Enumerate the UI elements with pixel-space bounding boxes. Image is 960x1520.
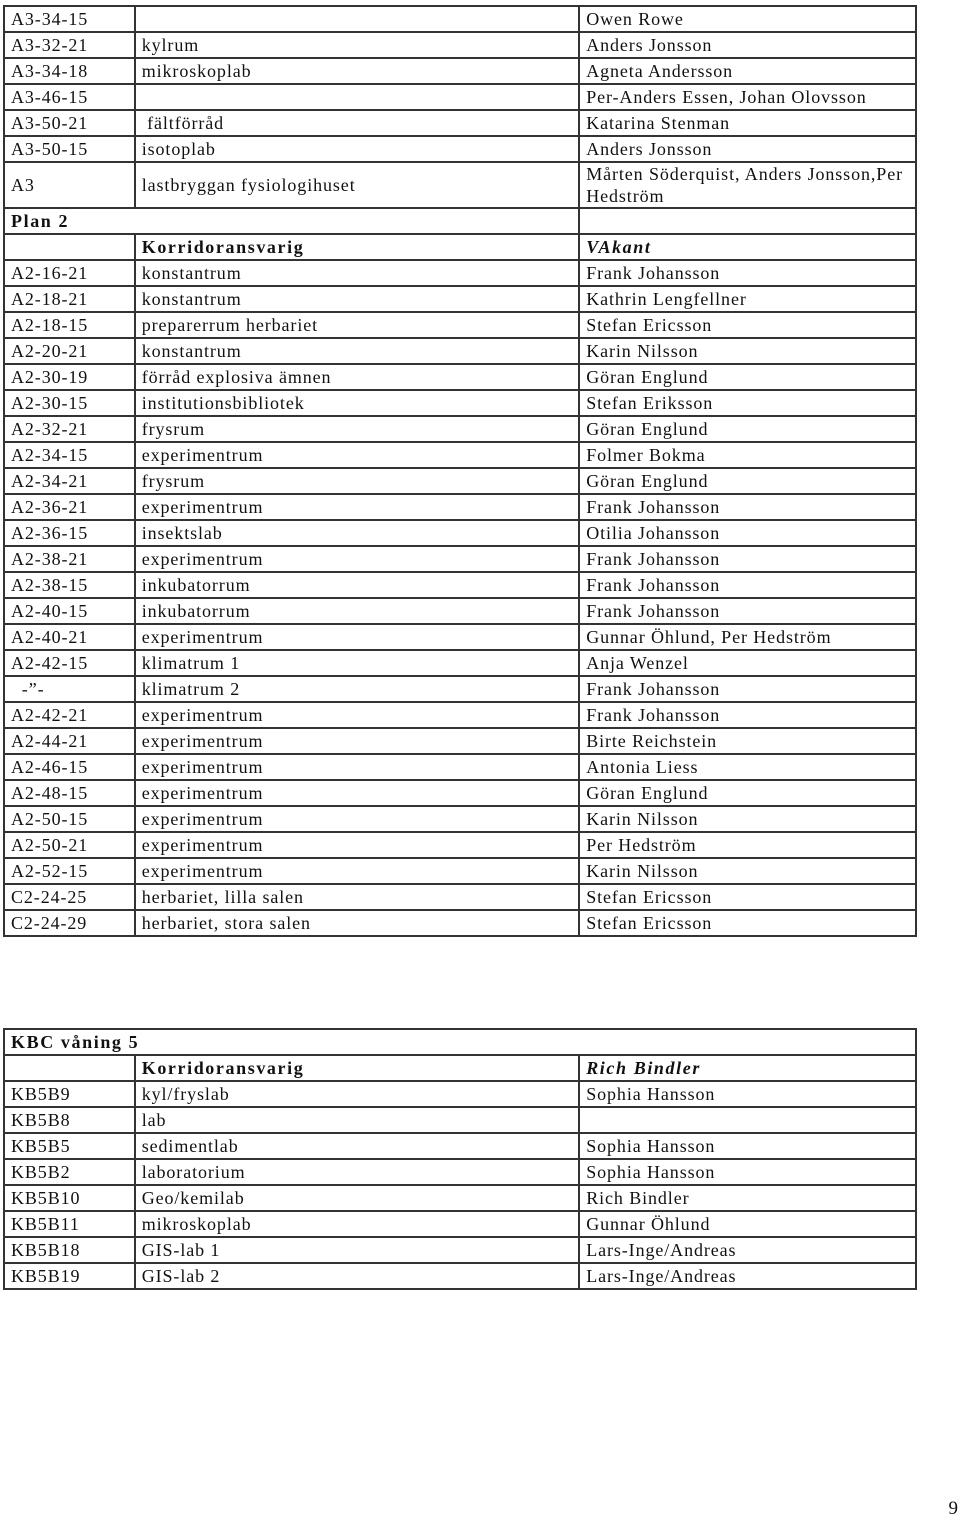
table-row [4,416,916,442]
table-body-plan-3 [4,6,916,208]
kbc-rows [4,1081,916,1289]
description-cell: experimentrum [135,832,579,858]
description-cell: inkubatorrum [135,598,579,624]
kbc-corridor-label: Korridoransvarig [135,1055,579,1081]
plan-row [4,208,916,234]
room-cell: -”- [4,676,135,702]
table-row [4,162,916,208]
responsible-person-cell: Göran Englund [579,416,916,442]
description-cell: konstantrum [135,260,579,286]
room-cell: KB5B18 [4,1237,135,1263]
responsible-person-cell: Stefan Ericsson [579,884,916,910]
responsible-person-cell: Katarina Stenman [579,110,916,136]
room-cell: KB5B8 [4,1107,135,1133]
room-cell: KB5B2 [4,1159,135,1185]
kbc-header [4,1029,916,1081]
responsible-person-cell: Göran Englund [579,780,916,806]
description-cell: experimentrum [135,546,579,572]
kbc-corridor-empty-cell [4,1055,135,1081]
description-cell: GIS-lab 2 [135,1263,579,1289]
responsible-person-cell: Frank Johansson [579,260,916,286]
kbc-corridor-person: Rich Bindler [579,1055,916,1081]
room-cell: A2-42-15 [4,650,135,676]
table-row [4,910,916,936]
room-cell: A2-20-21 [4,338,135,364]
responsible-person-cell: Owen Rowe [579,6,916,32]
room-cell: A2-18-21 [4,286,135,312]
room-cell: A2-50-21 [4,832,135,858]
room-responsibility-table [3,5,917,937]
responsible-person-cell: Sophia Hansson [579,1081,916,1107]
description-cell: förråd explosiva ämnen [135,364,579,390]
responsible-person-cell: Sophia Hansson [579,1133,916,1159]
table-row [4,468,916,494]
table-row [4,1133,916,1159]
description-cell: klimatrum 1 [135,650,579,676]
room-cell: A3-34-18 [4,58,135,84]
description-cell: experimentrum [135,728,579,754]
description-cell [135,84,579,110]
table-row [4,1081,916,1107]
responsible-person-cell: Stefan Ericsson [579,312,916,338]
room-cell: C2-24-29 [4,910,135,936]
description-cell: experimentrum [135,754,579,780]
responsible-person-cell: Anders Jonsson [579,136,916,162]
responsible-person-cell: Göran Englund [579,468,916,494]
room-cell: A2-44-21 [4,728,135,754]
room-cell: C2-24-25 [4,884,135,910]
room-cell: A2-52-15 [4,858,135,884]
room-cell: A2-48-15 [4,780,135,806]
kbc-title-row [4,1029,916,1055]
table-row [4,1185,916,1211]
room-cell: A3-46-15 [4,84,135,110]
plan-2-header [4,208,916,260]
table-row [4,58,916,84]
table-row [4,1263,916,1289]
room-cell: KB5B10 [4,1185,135,1211]
room-cell: A2-40-15 [4,598,135,624]
table-row [4,494,916,520]
description-cell: institutionsbibliotek [135,390,579,416]
room-cell: A2-34-15 [4,442,135,468]
page-number: 9 [948,1498,958,1519]
table-row [4,312,916,338]
description-cell: lastbryggan fysiologihuset [135,162,579,208]
responsible-person-cell: Otilia Johansson [579,520,916,546]
responsible-person-cell: Lars-Inge/Andreas [579,1237,916,1263]
corridor-person: VAkant [579,234,916,260]
description-cell: herbariet, lilla salen [135,884,579,910]
description-cell: experimentrum [135,442,579,468]
room-cell: A2-42-21 [4,702,135,728]
room-cell: KB5B9 [4,1081,135,1107]
table-row [4,572,916,598]
description-cell: isotoplab [135,136,579,162]
responsible-person-cell: Frank Johansson [579,572,916,598]
room-cell: A3-32-21 [4,32,135,58]
kbc-corridor-row [4,1055,916,1081]
description-cell: fältförråd [135,110,579,136]
table-row [4,702,916,728]
table-row [4,520,916,546]
table-row [4,884,916,910]
responsible-person-cell: Per-Anders Essen, Johan Olovsson [579,84,916,110]
room-cell: A2-36-21 [4,494,135,520]
description-cell: konstantrum [135,338,579,364]
description-cell: mikroskoplab [135,1211,579,1237]
responsible-person-cell: Göran Englund [579,364,916,390]
responsible-person-cell: Frank Johansson [579,494,916,520]
room-cell: A2-38-21 [4,546,135,572]
table-row [4,32,916,58]
description-cell: preparerrum herbariet [135,312,579,338]
table-row [4,754,916,780]
responsible-person-cell: Karin Nilsson [579,806,916,832]
description-cell: lab [135,1107,579,1133]
table-row [4,858,916,884]
corridor-label: Korridoransvarig [135,234,579,260]
responsible-person-cell: Stefan Eriksson [579,390,916,416]
plan-empty-cell [579,208,916,234]
table-row [4,624,916,650]
description-cell: sedimentlab [135,1133,579,1159]
table-body-plan-2 [4,260,916,936]
description-cell: insektslab [135,520,579,546]
description-cell: experimentrum [135,858,579,884]
table-row [4,6,916,32]
room-cell: KB5B19 [4,1263,135,1289]
room-cell: A3-50-15 [4,136,135,162]
responsible-person-cell: Frank Johansson [579,702,916,728]
description-cell: experimentrum [135,702,579,728]
description-cell: experimentrum [135,780,579,806]
table-row [4,136,916,162]
room-cell: A2-30-15 [4,390,135,416]
description-cell: mikroskoplab [135,58,579,84]
responsible-person-cell: Sophia Hansson [579,1159,916,1185]
table-row [4,832,916,858]
room-cell: A2-38-15 [4,572,135,598]
responsible-person-cell: Karin Nilsson [579,338,916,364]
responsible-person-cell: Karin Nilsson [579,858,916,884]
responsible-person-cell: Birte Reichstein [579,728,916,754]
kbc-title: KBC våning 5 [4,1029,916,1055]
table-row [4,1211,916,1237]
room-cell: A2-34-21 [4,468,135,494]
room-cell: KB5B5 [4,1133,135,1159]
table-row [4,1237,916,1263]
description-cell: herbariet, stora salen [135,910,579,936]
room-cell: A2-30-19 [4,364,135,390]
room-cell: A2-50-15 [4,806,135,832]
room-cell: A2-18-15 [4,312,135,338]
room-cell: KB5B11 [4,1211,135,1237]
responsible-person-cell: Stefan Ericsson [579,910,916,936]
table-row [4,806,916,832]
table-row [4,364,916,390]
room-cell: A2-16-21 [4,260,135,286]
table-row [4,110,916,136]
table-row [4,598,916,624]
table-row [4,338,916,364]
description-cell: Geo/kemilab [135,1185,579,1211]
plan-label: Plan 2 [4,208,579,234]
responsible-person-cell: Frank Johansson [579,546,916,572]
description-cell: GIS-lab 1 [135,1237,579,1263]
responsible-person-cell: Gunnar Öhlund, Per Hedström [579,624,916,650]
responsible-person-cell: Agneta Andersson [579,58,916,84]
description-cell: klimatrum 2 [135,676,579,702]
responsible-person-cell: Antonia Liess [579,754,916,780]
description-cell: laboratorium [135,1159,579,1185]
room-cell: A2-40-21 [4,624,135,650]
corridor-row [4,234,916,260]
description-cell: experimentrum [135,624,579,650]
kbc-floor-5-table [3,1028,917,1290]
table-row [4,84,916,110]
table-row [4,728,916,754]
description-cell: frysrum [135,468,579,494]
room-cell: A3 [4,162,135,208]
description-cell: frysrum [135,416,579,442]
table-row [4,780,916,806]
responsible-person-cell: Frank Johansson [579,676,916,702]
table-row [4,546,916,572]
table-row [4,676,916,702]
table-row [4,1107,916,1133]
table-row [4,442,916,468]
room-cell: A3-50-21 [4,110,135,136]
description-cell: experimentrum [135,494,579,520]
responsible-person-cell: Gunnar Öhlund [579,1211,916,1237]
responsible-person-cell: Kathrin Lengfellner [579,286,916,312]
description-cell: inkubatorrum [135,572,579,598]
responsible-person-cell [579,1107,916,1133]
responsible-person-cell: Anja Wenzel [579,650,916,676]
table-row [4,1159,916,1185]
table-row [4,260,916,286]
description-cell: kylrum [135,32,579,58]
responsible-person-cell: Per Hedström [579,832,916,858]
room-cell: A2-46-15 [4,754,135,780]
table-row [4,390,916,416]
corridor-empty-cell [4,234,135,260]
responsible-person-cell: Frank Johansson [579,598,916,624]
responsible-person-cell: Folmer Bokma [579,442,916,468]
responsible-person-cell: Rich Bindler [579,1185,916,1211]
room-cell: A2-36-15 [4,520,135,546]
description-cell: konstantrum [135,286,579,312]
responsible-person-cell: Mårten Söderquist, Anders Jonsson,Per Hedström [579,162,916,208]
responsible-person-cell: Anders Jonsson [579,32,916,58]
room-cell: A3-34-15 [4,6,135,32]
description-cell: experimentrum [135,806,579,832]
table-row [4,286,916,312]
description-cell: kyl/fryslab [135,1081,579,1107]
room-cell: A2-32-21 [4,416,135,442]
responsible-person-cell: Lars-Inge/Andreas [579,1263,916,1289]
description-cell [135,6,579,32]
table-row [4,650,916,676]
